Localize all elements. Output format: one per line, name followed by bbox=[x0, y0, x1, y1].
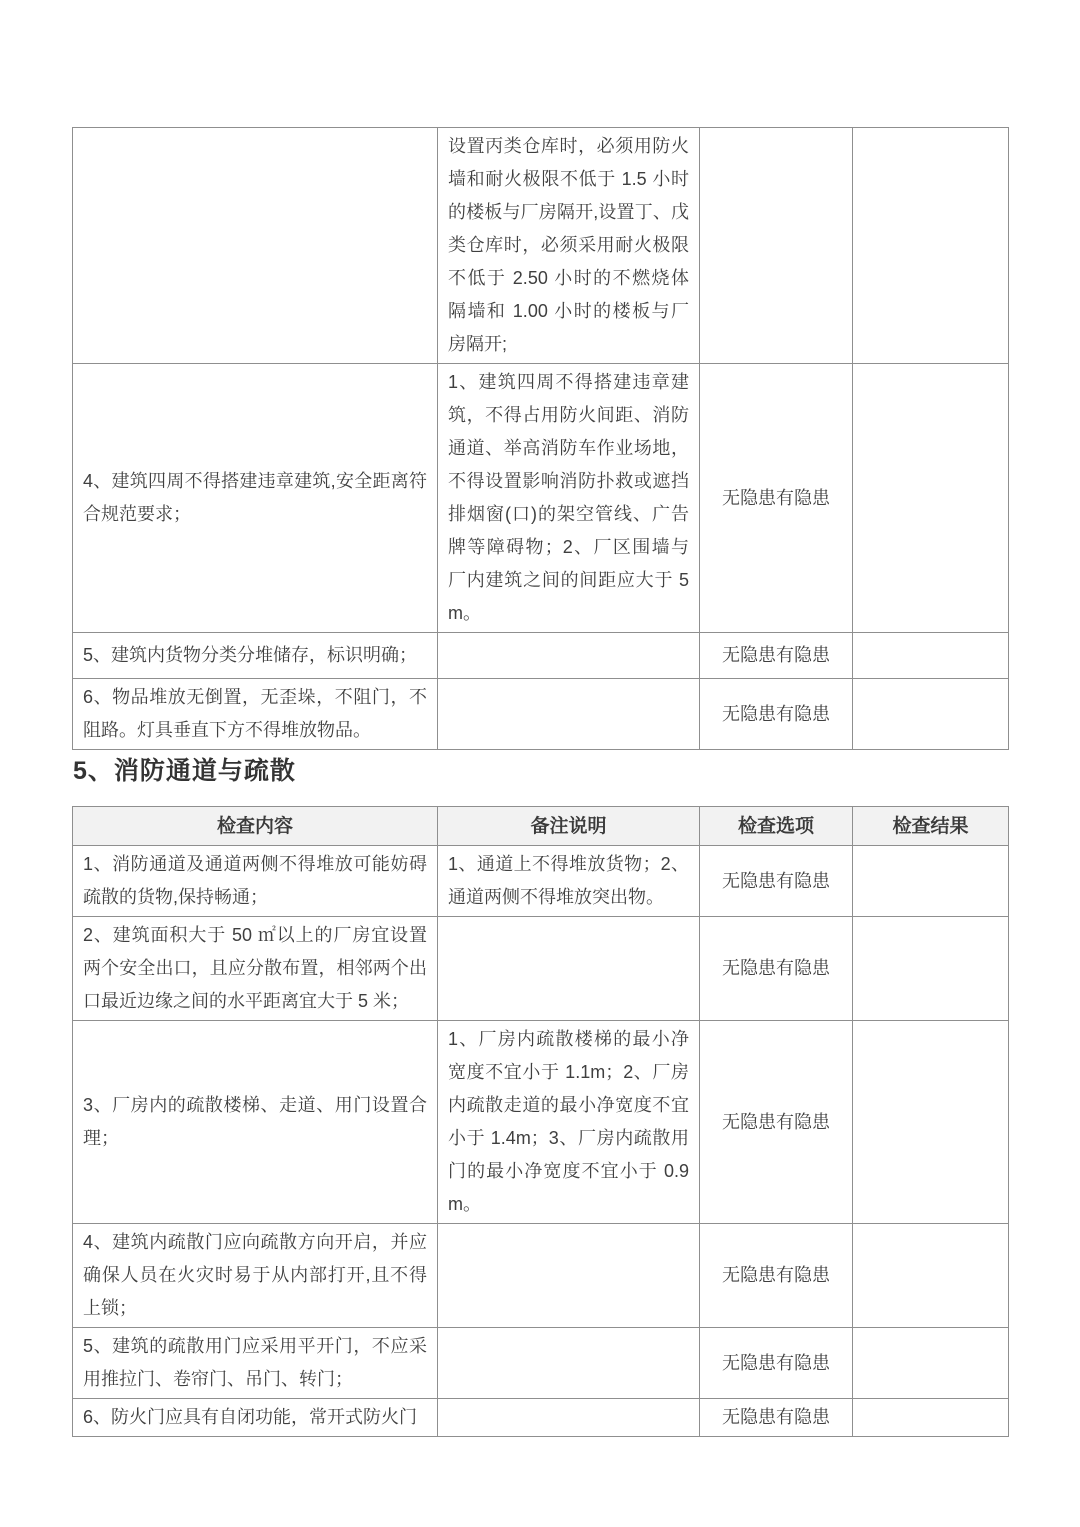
option-has-hazard: 有隐患 bbox=[776, 870, 830, 891]
options-cell bbox=[700, 679, 853, 750]
table-row bbox=[73, 1328, 1009, 1399]
result-cell bbox=[853, 1328, 1009, 1399]
option-no-hazard: 无隐患 bbox=[722, 1111, 776, 1132]
result-cell bbox=[853, 679, 1009, 750]
options-cell bbox=[700, 364, 853, 633]
option-no-hazard: 无隐患 bbox=[722, 1352, 776, 1373]
option-has-hazard: 有隐患 bbox=[776, 1407, 830, 1427]
option-has-hazard: 有隐患 bbox=[776, 1111, 830, 1132]
note-cell: 设置丙类仓库时，必须用防火墙和耐火极限不低于 1.5 小时的楼板与厂房隔开,设置丁、戊类仓库时，必须采用耐火极限不低于 2.50 小时的不燃烧体隔墙和 1.00 小时的楼板与厂房隔开; bbox=[438, 128, 700, 364]
content-cell: 4、建筑四周不得搭建违章建筑,安全距离符合规范要求； bbox=[73, 364, 438, 633]
result-cell bbox=[853, 917, 1009, 1021]
table-row bbox=[73, 633, 1009, 679]
options-cell bbox=[700, 1328, 853, 1399]
header-cell-options: 检查选项 bbox=[700, 807, 853, 846]
result-cell bbox=[853, 364, 1009, 633]
content-cell: 5、建筑的疏散用门应采用平开门，不应采用推拉门、卷帘门、吊门、转门； bbox=[73, 1328, 438, 1399]
content-cell: 1、消防通道及通道两侧不得堆放可能妨碍疏散的货物,保持畅通； bbox=[73, 846, 438, 917]
header-cell-result: 检查结果 bbox=[853, 807, 1009, 846]
table-row bbox=[73, 1224, 1009, 1328]
table-row bbox=[73, 846, 1009, 917]
option-has-hazard: 有隐患 bbox=[776, 1265, 830, 1285]
options-cell bbox=[700, 1021, 853, 1224]
note-cell: 1、建筑四周不得搭建违章建筑，不得占用防火间距、消防通道、举高消防车作业场地，不得设置影响消防扑救或遮挡排烟窗(口)的架空管线、广告牌等障碍物；2、厂区围墙与厂内建筑之间的间距应大于 5m。 bbox=[438, 364, 700, 633]
note-cell: 1、厂房内疏散楼梯的最小净宽度不宜小于 1.1m；2、厂房内疏散走道的最小净宽度不宜小于 1.4m；3、厂房内疏散用门的最小净宽度不宜小于 0.9m。 bbox=[438, 1021, 700, 1224]
header-cell-content: 检查内容 bbox=[73, 807, 438, 846]
table-row bbox=[73, 1021, 1009, 1224]
options-cell bbox=[700, 1399, 853, 1437]
table-row bbox=[73, 679, 1009, 750]
note-cell bbox=[438, 917, 700, 1021]
result-cell bbox=[853, 846, 1009, 917]
options-cell bbox=[700, 1224, 853, 1328]
content-cell: 5、建筑内货物分类分堆储存，标识明确； bbox=[73, 633, 438, 679]
building-safety-table bbox=[72, 127, 1009, 750]
option-no-hazard: 无隐患 bbox=[722, 1407, 776, 1427]
note-cell: 1、通道上不得堆放货物；2、通道两侧不得堆放突出物。 bbox=[438, 846, 700, 917]
content-cell: 3、厂房内的疏散楼梯、走道、用门设置合理； bbox=[73, 1021, 438, 1224]
note-cell bbox=[438, 679, 700, 750]
option-no-hazard: 无隐患 bbox=[722, 870, 776, 891]
option-has-hazard: 有隐患 bbox=[776, 487, 830, 508]
content-cell: 6、物品堆放无倒置，无歪垛，不阻门，不阻路。灯具垂直下方不得堆放物品。 bbox=[73, 679, 438, 750]
options-cell bbox=[700, 846, 853, 917]
options-cell bbox=[700, 128, 853, 364]
content-cell: 2、建筑面积大于 50 ㎡以上的厂房宜设置两个安全出口，且应分散布置，相邻两个出口最近边缘之间的水平距离宜大于 5 米； bbox=[73, 917, 438, 1021]
option-has-hazard: 有隐患 bbox=[776, 958, 830, 978]
note-cell bbox=[438, 1224, 700, 1328]
note-cell bbox=[438, 633, 700, 679]
header-cell-note: 备注说明 bbox=[438, 807, 700, 846]
result-cell bbox=[853, 1399, 1009, 1437]
content-cell bbox=[73, 128, 438, 364]
options-cell bbox=[700, 633, 853, 679]
option-has-hazard: 有隐患 bbox=[776, 645, 830, 665]
note-cell bbox=[438, 1399, 700, 1437]
table-header-row bbox=[73, 807, 1009, 846]
option-no-hazard: 无隐患 bbox=[722, 703, 776, 724]
section-heading: 5、消防通道与疏散 bbox=[73, 757, 296, 785]
table-row bbox=[73, 128, 1009, 364]
table-row bbox=[73, 1399, 1009, 1437]
content-cell: 4、建筑内疏散门应向疏散方向开启，并应确保人员在火灾时易于从内部打开,且不得上锁； bbox=[73, 1224, 438, 1328]
option-no-hazard: 无隐患 bbox=[722, 487, 776, 508]
option-has-hazard: 有隐患 bbox=[776, 1352, 830, 1373]
options-cell bbox=[700, 917, 853, 1021]
table-row bbox=[73, 917, 1009, 1021]
content-cell: 6、防火门应具有自闭功能，常开式防火门 bbox=[73, 1399, 438, 1437]
evacuation-table bbox=[72, 806, 1009, 1437]
option-no-hazard: 无隐患 bbox=[722, 958, 776, 978]
option-no-hazard: 无隐患 bbox=[722, 645, 776, 665]
result-cell bbox=[853, 1224, 1009, 1328]
table-row bbox=[73, 364, 1009, 633]
option-no-hazard: 无隐患 bbox=[722, 1265, 776, 1285]
result-cell bbox=[853, 633, 1009, 679]
note-cell bbox=[438, 1328, 700, 1399]
result-cell bbox=[853, 128, 1009, 364]
result-cell bbox=[853, 1021, 1009, 1224]
option-has-hazard: 有隐患 bbox=[776, 703, 830, 724]
